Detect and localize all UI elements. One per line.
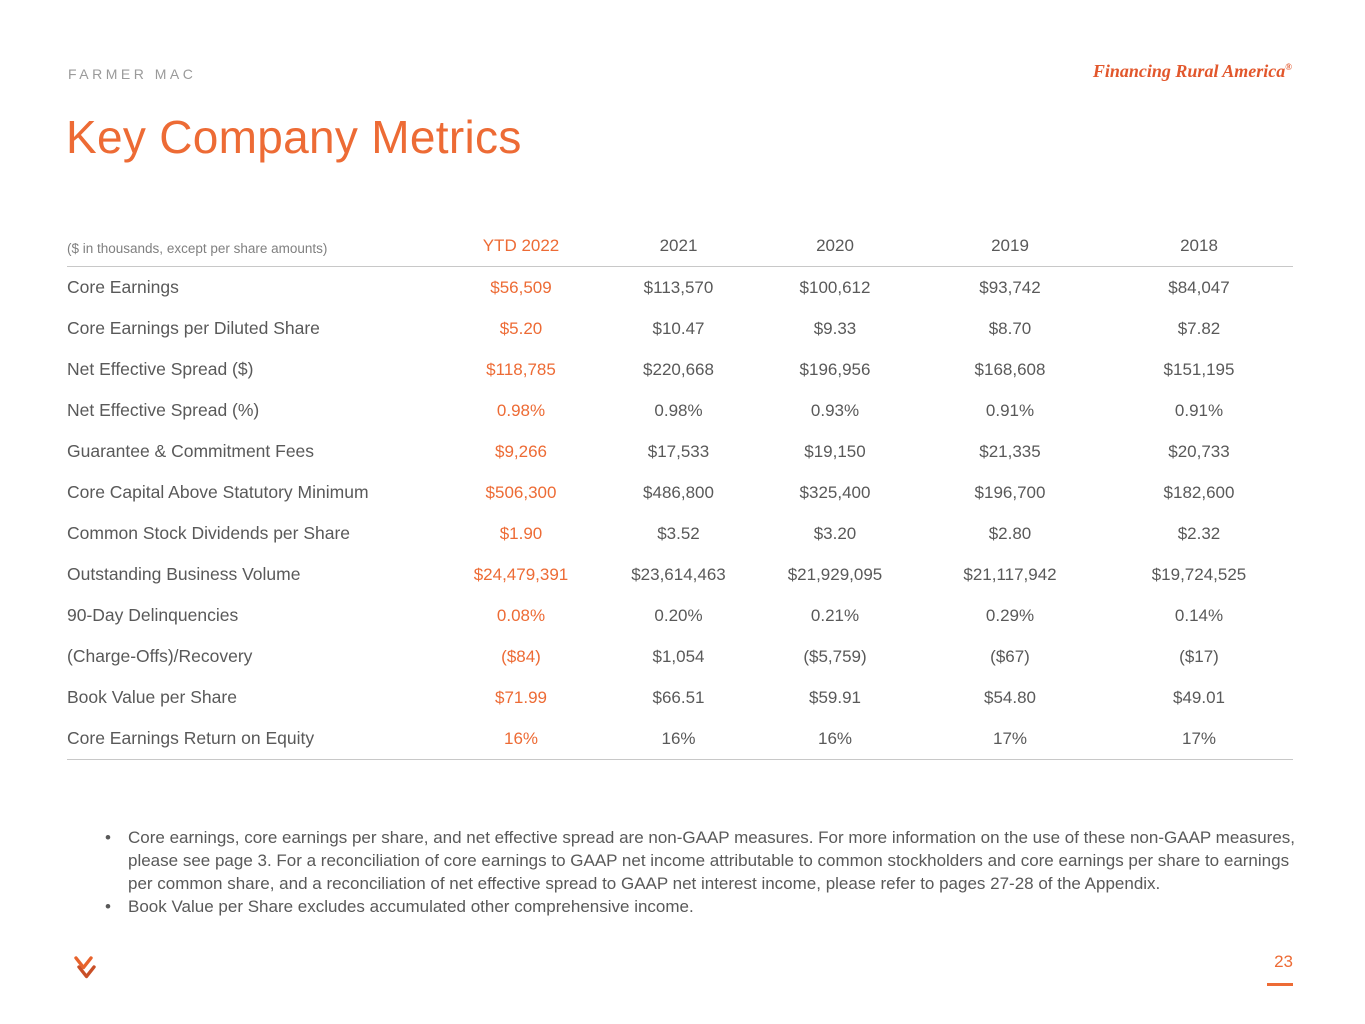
cell-ytd-2022: $71.99 [495,687,547,707]
cell-2019: $21,117,942 [963,564,1057,584]
cell-ytd-2022: $118,785 [486,359,556,379]
cell-2020: $3.20 [813,523,857,543]
cell-2020: $325,400 [799,482,871,502]
cell-2021: $17,533 [647,441,710,461]
cell-2020: ($5,759) [803,646,867,666]
column-header-2019: 2019 [915,236,1105,267]
cell-2020: $19,150 [804,441,866,461]
brand-tagline-text: Financing Rural America [1092,61,1286,81]
cell-2019: $168,608 [974,359,1046,379]
cell-2018: $2.32 [1177,523,1221,543]
cell-2021: $66.51 [652,687,705,707]
cell-2018: $20,733 [1168,441,1230,461]
page-number-underline [1267,983,1293,986]
row-label: Core Capital Above Statutory Minimum [67,482,369,502]
cell-ytd-2022: $24,479,391 [473,564,569,584]
table-row [67,718,1293,760]
row-label: Guarantee & Commitment Fees [67,441,315,461]
column-header-2021: 2021 [602,236,755,267]
cell-2020: $100,612 [799,277,871,297]
cell-2020: $9.33 [813,318,857,338]
brand-tagline [1093,61,1292,82]
table-caption: ($ in thousands, except per share amounts) [67,236,440,267]
cell-2021: $486,800 [643,482,714,502]
cell-2021: $113,570 [643,277,714,297]
cell-2019: $2.80 [988,523,1032,543]
row-label: Core Earnings Return on Equity [67,718,440,760]
cell-2019: $93,742 [979,277,1041,297]
cell-2018: 17% [1105,718,1293,760]
table-row [67,308,1293,349]
row-label: Net Effective Spread (%) [67,400,260,420]
column-header-2020: 2020 [755,236,915,267]
cell-2018: $19,724,525 [1151,564,1247,584]
cell-2021: $1,054 [652,646,705,666]
cell-2019: $21,335 [979,441,1041,461]
table-row [67,554,1293,595]
cell-2021: 0.98% [654,400,703,420]
row-label: Core Earnings per Diluted Share [67,318,320,338]
cell-2018: $7.82 [1177,318,1221,338]
cell-ytd-2022: $9,266 [495,441,547,461]
cell-2018: ($17) [1179,646,1219,666]
cell-2019: 17% [915,718,1105,760]
table-row [67,390,1293,431]
row-label: (Charge-Offs)/Recovery [67,646,253,666]
cell-2021: $220,668 [643,359,714,379]
cell-2021: 16% [602,718,755,760]
table-row [67,349,1293,390]
cell-2020: $59.91 [809,687,861,707]
table-row [67,267,1293,309]
row-label: Outstanding Business Volume [67,564,301,584]
cell-2020: 0.93% [810,400,860,420]
cell-2018: 0.14% [1174,605,1224,625]
footnote-item: • Core earnings, core earnings per share, and net effective spread are non-GAAP measures. For more information on the use of these non-GAAP measures, please see page 3. For a reconciliation of core earnings to GAAP net income attributable to common stockholders and core earnings per share to earnings per common share, and a reconciliation of net effective spread to GAAP net interest income, please refer to pages 27-28 of the Appendix. [103,826,1299,895]
cell-2019: 0.91% [985,400,1035,420]
page-footer [1267,952,1293,986]
column-header-ytd-2022: YTD 2022 [440,236,602,267]
cell-2020: $196,956 [799,359,871,379]
cell-ytd-2022: ($84) [501,646,541,666]
cell-2019: $54.80 [984,687,1036,707]
cell-2021: $23,614,463 [631,564,726,584]
cell-2018: $84,047 [1168,277,1230,297]
row-label: Book Value per Share [67,687,237,707]
column-header-2018: 2018 [1105,236,1293,267]
table-row [67,513,1293,554]
table-row [67,431,1293,472]
cell-2018: $151,195 [1163,359,1235,379]
metrics-table [67,236,1293,760]
footnotes [103,826,1299,918]
cell-2018: $49.01 [1173,687,1225,707]
cell-2019: $196,700 [974,482,1046,502]
table-row [67,636,1293,677]
cell-2020: 16% [755,718,915,760]
cell-ytd-2022: 16% [440,718,602,760]
cell-2021: $3.52 [657,523,700,543]
footnote-item: • Book Value per Share excludes accumulated other comprehensive income. [103,895,1299,918]
table-row [67,595,1293,636]
table-header-row [67,236,1293,267]
cell-ytd-2022: 0.98% [496,400,546,420]
cell-2021: 0.20% [654,605,703,625]
cell-2019: 0.29% [985,605,1035,625]
row-label: Core Earnings [67,277,179,297]
cell-2018: $182,600 [1163,482,1235,502]
cell-2019: ($67) [990,646,1030,666]
cell-2020: 0.21% [810,605,860,625]
table-row [67,677,1293,718]
cell-2020: $21,929,095 [787,564,883,584]
page-number: 23 [1274,952,1293,971]
registered-mark: ® [1285,62,1292,72]
cell-2018: 0.91% [1174,400,1224,420]
cell-ytd-2022: $5.20 [499,318,543,338]
farmer-mac-logo [72,954,100,982]
row-label: Net Effective Spread ($) [67,359,254,379]
cell-ytd-2022: $1.90 [499,523,543,543]
page-title: Key Company Metrics [66,111,522,163]
row-label: Common Stock Dividends per Share [67,523,351,543]
cell-2021: $10.47 [652,318,705,338]
table-row [67,472,1293,513]
cell-2019: $8.70 [988,318,1032,338]
cell-ytd-2022: $506,300 [485,482,557,502]
cell-ytd-2022: 0.08% [496,605,546,625]
cell-ytd-2022: $56,509 [490,277,552,297]
row-label: 90-Day Delinquencies [67,605,239,625]
brand-name: FARMER MAC [68,66,197,82]
